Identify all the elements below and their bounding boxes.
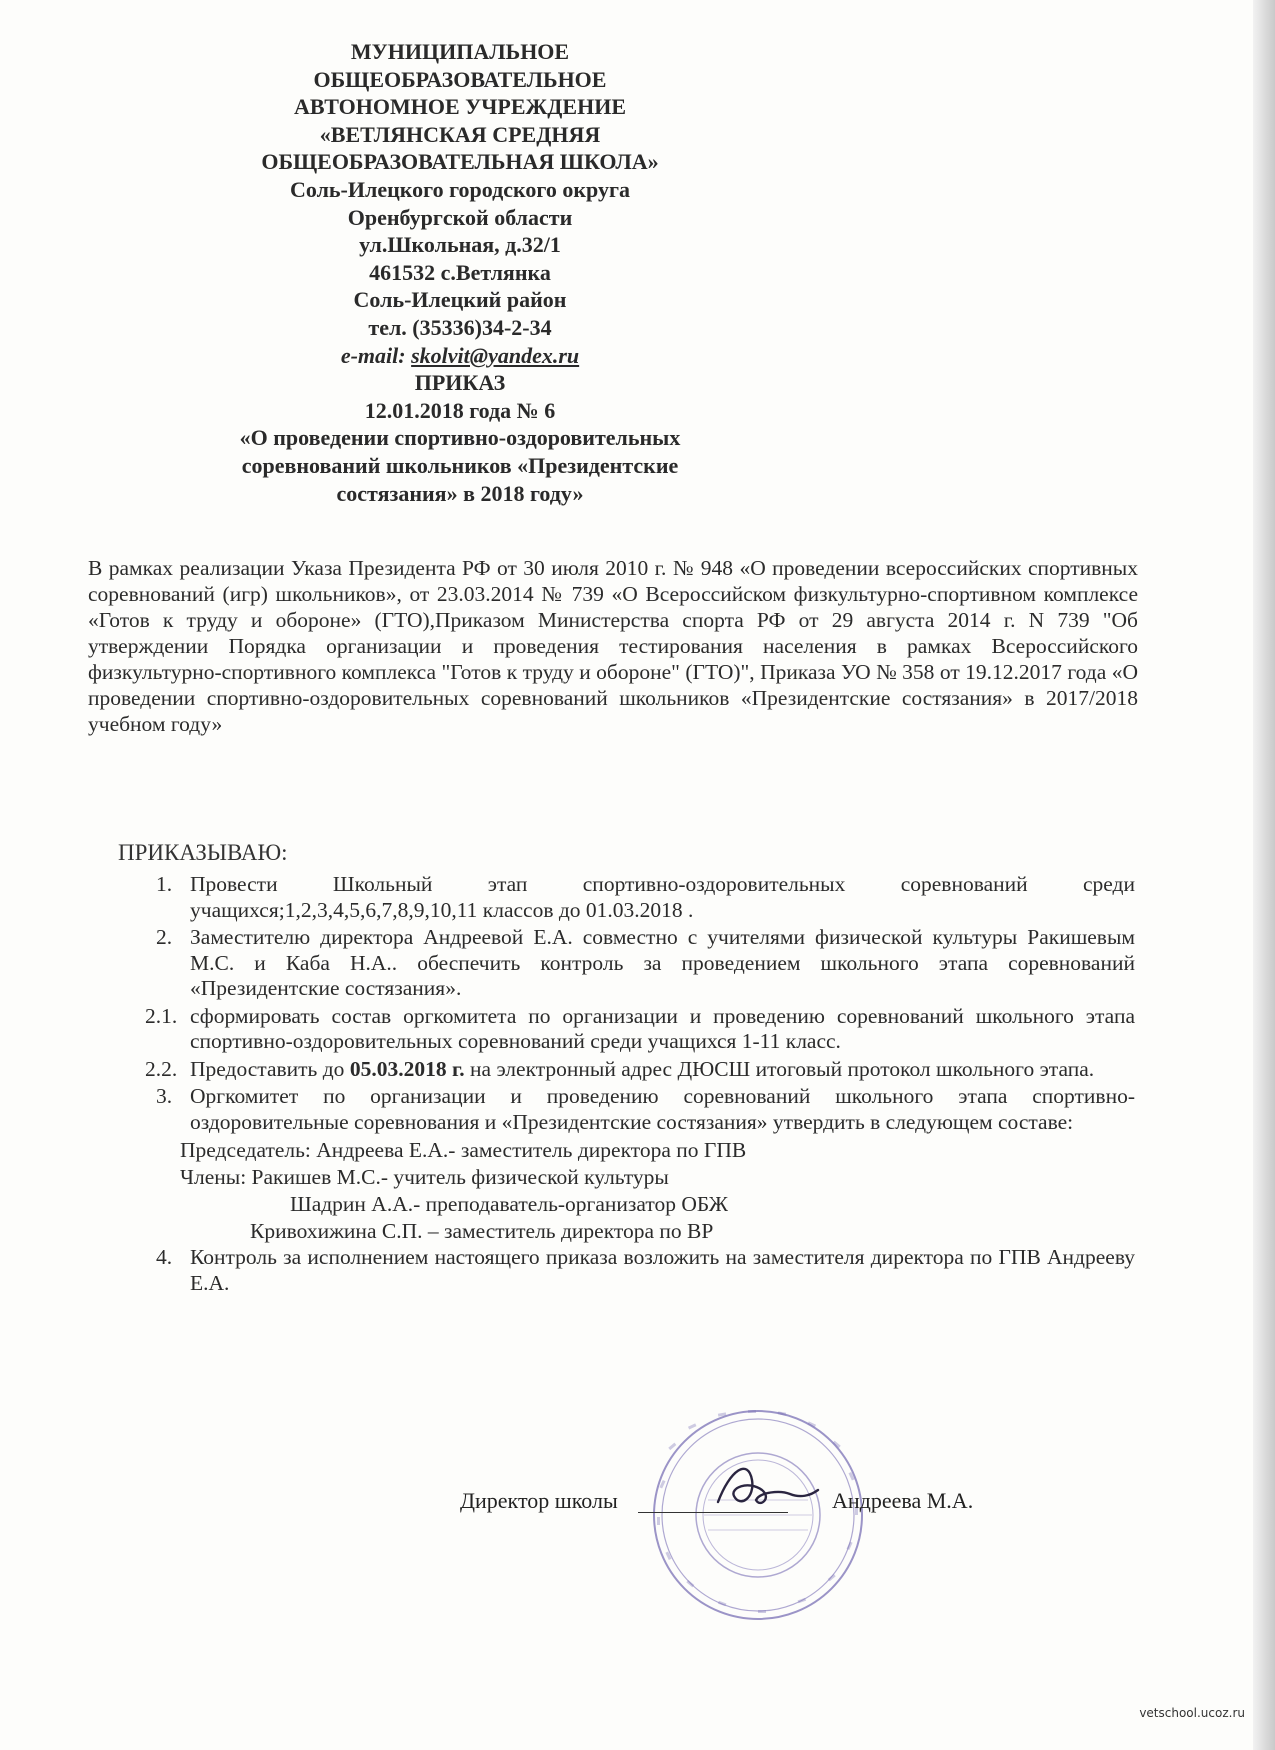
org-line-3: АВТОНОМНОЕ УЧРЕЖДЕНИЕ — [293, 94, 627, 120]
doc-date-number: 12.01.2018 года № 6 — [364, 397, 556, 423]
watermark: vetschool.ucoz.ru — [1139, 1706, 1245, 1720]
subject-line-2: соревнований школьников «Президентские — [241, 452, 679, 478]
phone: тел. (35336)34-2-34 — [368, 314, 552, 340]
item-text: Контроль за исполнением настоящего приказа возложить на заместителя директора по ГПВ Андрееву Е.А. — [190, 1245, 1135, 1295]
doc-type: ПРИКАЗ — [414, 370, 506, 396]
email-line — [180, 342, 740, 370]
item-text-before: Предоставить до — [190, 1056, 350, 1081]
org-line-4: «ВЕТЛЯНСКАЯ СРЕДНЯЯ — [319, 121, 601, 147]
committee-member: Шадрин А.А.- преподаватель-организатор ОБЖ — [290, 1192, 728, 1216]
item-number: 2. — [156, 925, 173, 949]
preamble: В рамках реализации Указа Президента РФ от 30 июля 2010 г. № 948 «О проведении всероссийских спортивных соревнований (игр) школьников», от 23.03.2014 № 739 «О Всероссийском физкультурно-спортивном комплексе «Готов к труду и обороне» (ГТО),Приказом Министерства спорта РФ от 29 августа 2014 г. N 739 "Об утверждении Порядка организации и проведения тестирования населения в рамках Всероссийского физкультурно-спортивного комплекса "Готов к труду и обороне" (ГТО)", Приказа УО № 358 от 19.12.2017 года «О проведении спортивно-оздоровительных соревнований школьников «Президентские состязания» в 2017/2018 учебном году» — [88, 556, 1138, 736]
email-label: e-mail: — [340, 342, 412, 368]
order-word: ПРИКАЗЫВАЮ: — [118, 840, 288, 865]
address-district: Соль-Илецкий район — [353, 287, 567, 313]
item-text: Оргкомитет по организации и проведению соревнований школьного этапа спортивно-оздоровительные соревнования и «Президентские состязания» утвердить в следующем составе: — [190, 1084, 1135, 1134]
order-item-2-2 — [145, 1056, 1135, 1083]
signature-label: Директор школы — [460, 1488, 618, 1513]
order-items — [145, 872, 1135, 1298]
org-line-6: Соль-Илецкого городского округа — [289, 176, 630, 202]
item-number: 1. — [156, 872, 173, 896]
address-postcode: 461532 с.Ветлянка — [369, 259, 551, 285]
deadline-date: 05.03.2018 г. — [349, 1056, 465, 1081]
committee-member: Кривохижина С.П. – заместитель директора по ВР — [250, 1219, 714, 1243]
item-text-after: на электронный адрес ДЮСШ итоговый протокол школьного этапа. — [464, 1056, 1095, 1081]
order-item-1 — [150, 872, 1135, 923]
subject-line-3: состязания» в 2018 году» — [336, 480, 584, 506]
order-item-4 — [150, 1245, 1135, 1296]
item-text: Заместителю директора Андреевой Е.А. совместно с учителями физической культуры Ракишевым М.С. и Каба Н.А.. обеспечить контроль за проведением школьного этапа соревнований «Президентские состязания». — [190, 925, 1135, 1000]
order-item-2-1 — [145, 1003, 1135, 1055]
org-line-1: МУНИЦИПАЛЬНОЕ — [350, 39, 570, 64]
subject-line-1: «О проведении спортивно-оздоровительных — [239, 425, 681, 451]
signature-name: Андреева М.А. — [832, 1488, 974, 1513]
committee-list — [180, 1137, 1135, 1245]
item-number: 4. — [156, 1245, 173, 1269]
org-line-5: ОБЩЕОБРАЗОВАТЕЛЬНАЯ ШКОЛА» — [261, 149, 659, 175]
item-text: Провести Школьный этап спортивно-оздоровительных соревнований среди учащихся;1,2,3,4,5,6,7,8,9,10,11 классов до 01.03.2018 . — [190, 872, 1135, 922]
order-item-2 — [150, 925, 1135, 1002]
org-line-2: ОБЩЕОБРАЗОВАТЕЛЬНОЕ — [313, 66, 607, 92]
letterhead — [180, 38, 740, 507]
org-line-7: Оренбургской области — [347, 204, 573, 230]
email-link[interactable]: skolvit@yandex.ru — [411, 342, 580, 368]
page-edge — [1253, 0, 1275, 1750]
item-number: 2.2. — [145, 1056, 178, 1081]
item-number: 3. — [156, 1084, 173, 1108]
item-text: сформировать состав оргкомитета по организации и проведению соревнований школьного этапа спортивно-оздоровительных соревнований среди учащихся 1-11 класс. — [190, 1003, 1135, 1053]
director-signature — [700, 1450, 830, 1520]
address-street: ул.Школьная, д.32/1 — [359, 232, 561, 258]
item-number: 2.1. — [145, 1003, 178, 1028]
committee-chair: Председатель: Андреева Е.А.- заместитель директора по ГПВ — [180, 1138, 747, 1162]
order-item-3 — [150, 1084, 1135, 1135]
signature-underline — [638, 1512, 788, 1513]
committee-member: Члены: Ракишев М.С.- учитель физической культуры — [180, 1165, 669, 1189]
